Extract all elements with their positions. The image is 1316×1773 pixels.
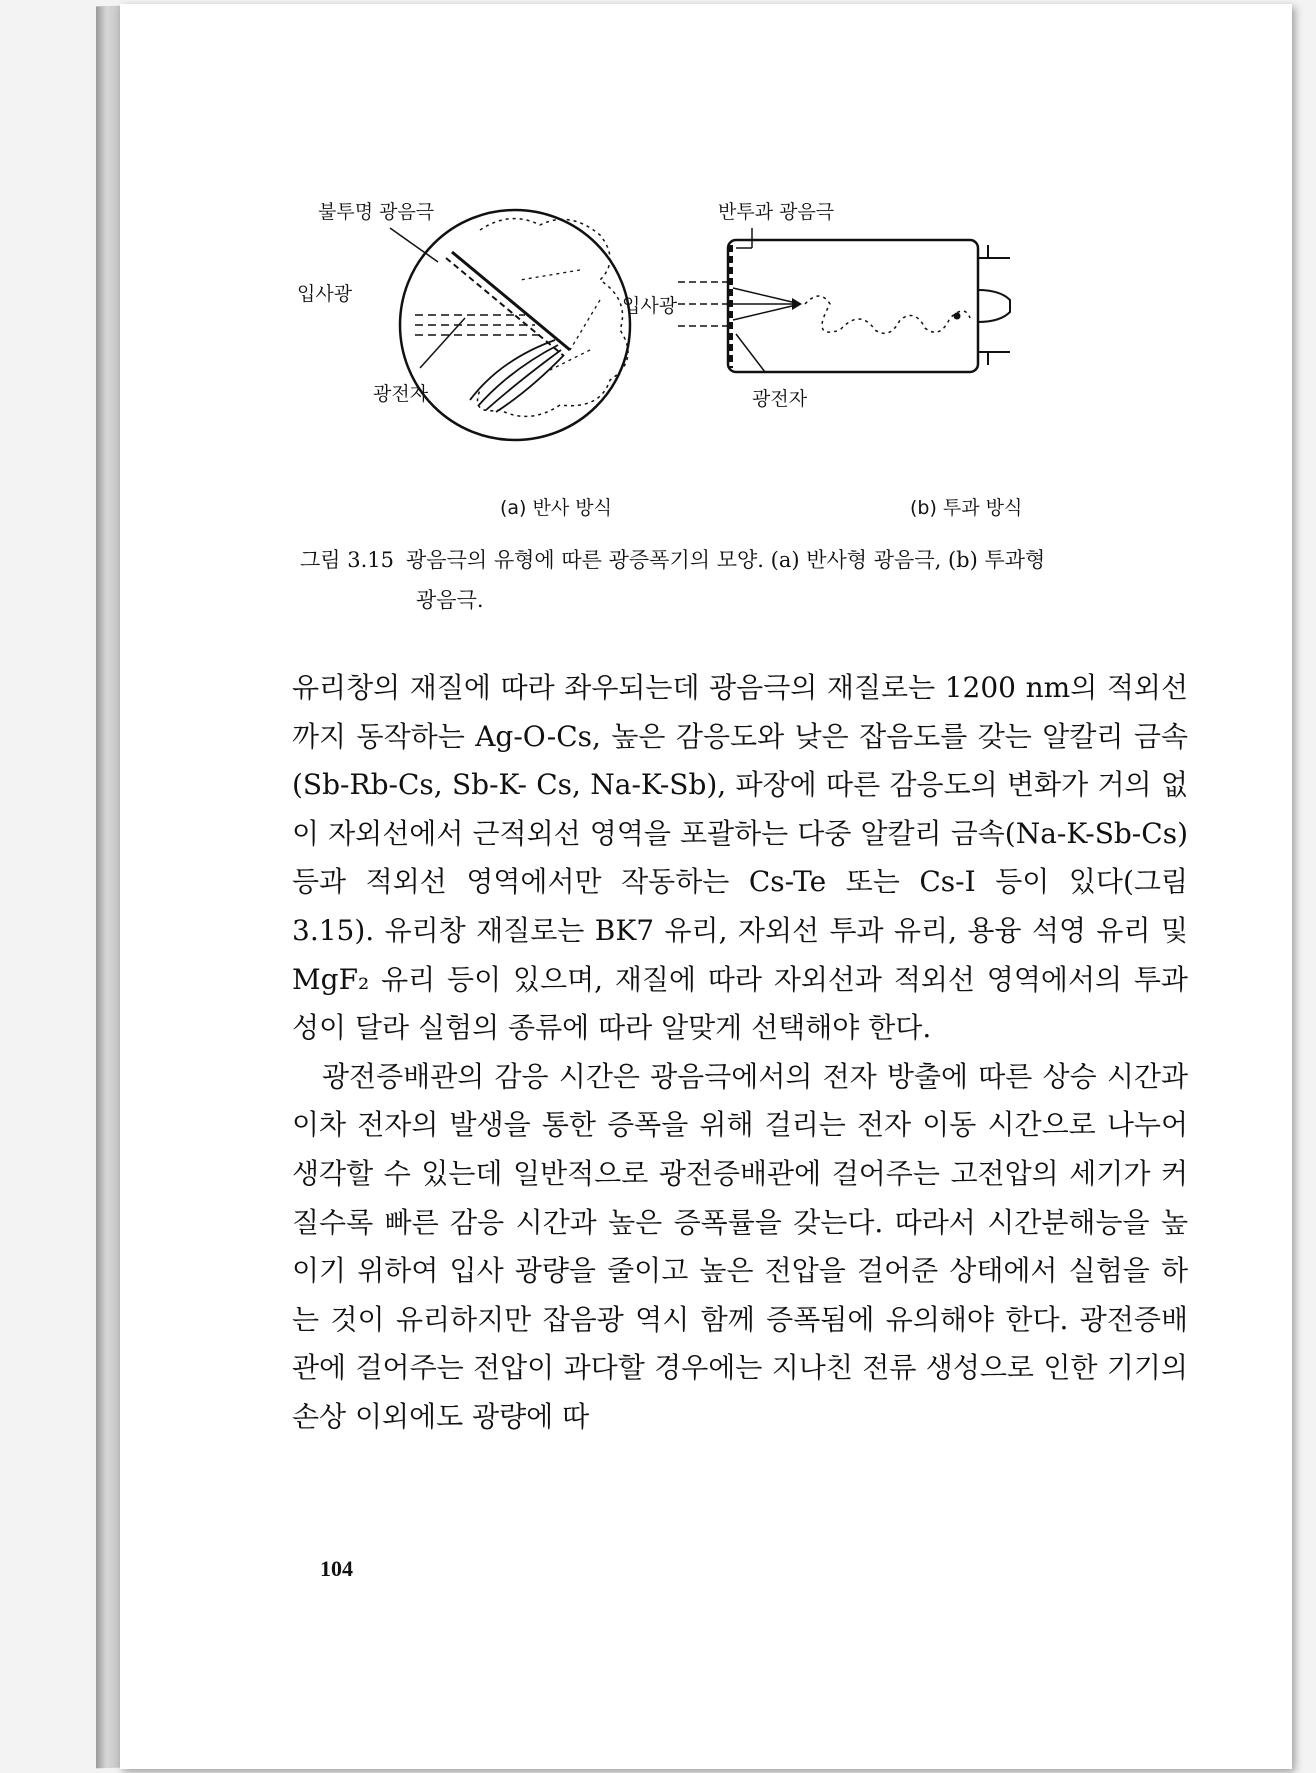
label-incident-light-a: 입사광 bbox=[297, 283, 353, 305]
subcaption-b: (b) 투과 방식 bbox=[910, 497, 1023, 519]
figure-3-15 bbox=[180, 200, 1180, 540]
label-photoelectron-b: 광전자 bbox=[752, 388, 808, 410]
label-photoelectron-a: 광전자 bbox=[373, 383, 429, 405]
subcaption-a: (a) 반사 방식 bbox=[500, 497, 612, 519]
panel-b-diagram bbox=[678, 228, 1010, 372]
photoelectron-path bbox=[470, 340, 555, 400]
anode-dot bbox=[954, 313, 961, 320]
page-number: 104 bbox=[320, 1556, 353, 1581]
label-incident-light-b: 입사광 bbox=[622, 295, 678, 317]
dynode-chain bbox=[805, 296, 970, 333]
label-opaque-photocathode: 불투명 광음극 bbox=[318, 201, 435, 223]
book-spine bbox=[96, 6, 122, 1769]
body-text bbox=[292, 664, 1188, 1442]
photoelectron-path bbox=[733, 288, 792, 302]
paragraph: 유리창의 재질에 따라 좌우되는데 광음극의 재질로는 1200 nm의 적외선까지 동작하는 Ag-O-Cs, 높은 감응도와 낮은 잡음도를 갖는 알칼리 금속(Sb-Rb-Cs, Sb-K- Cs, Na-K-Sb), 파장에 따른 감응도의 변화가 거의 없이 자외선에서 근적외선 영역을 포괄하는 다중 알칼리 금속(Na-K-Sb-Cs) 등과 적외선 영역에서만 작동하는 Cs-Te 또는 Cs-I 등이 있다(그림 3.15). 유리창 재질로는 BK7 유리, 자외선 투과 유리, 용융 석영 유리 및 MgF₂ 유리 등이 있으며, 재질에 따라 자외선과 적외선 영역에서의 투과성이 달라 실험의 종류에 따라 알맞게 선택해야 한다. bbox=[292, 671, 1188, 1045]
paragraph: 광전증배관의 감응 시간은 광음극에서의 전자 방출에 따른 상승 시간과 이차 전자의 발생을 통한 증폭을 위해 걸리는 전자 이동 시간으로 나누어 생각할 수 있는데 일반적으로 광전증배관에 걸어주는 고전압의 세기가 커질수록 빠른 감응 시간과 높은 증폭률을 갖는다. 따라서 시간분해능을 높이기 위하여 입사 광량을 줄이고 높은 전압을 걸어준 상태에서 실험을 하는 것이 유리하지만 잡음광 역시 함께 증폭됨에 유의해야 한다. 광전증배관에 걸어주는 전압이 과다할 경우에는 지나친 전류 생성으로 인한 기기의 손상 이외에도 광량에 따 bbox=[292, 1059, 1188, 1433]
tube-tip bbox=[978, 290, 1010, 322]
figure-caption bbox=[300, 540, 1200, 620]
caption-text-line2: 광음극. bbox=[416, 588, 484, 612]
label-semitransparent-photocathode: 반투과 광음극 bbox=[718, 201, 835, 223]
dynode-chain bbox=[478, 219, 629, 417]
caption-text-line1: 광음극의 유형에 따른 광증폭기의 모양. (a) 반사형 광음극, (b) 투과형 bbox=[406, 548, 1046, 572]
panel-a-diagram bbox=[390, 210, 630, 440]
tube-body bbox=[728, 240, 978, 372]
caption-number: 그림 3.15 bbox=[300, 548, 395, 572]
leader-line bbox=[736, 334, 765, 372]
